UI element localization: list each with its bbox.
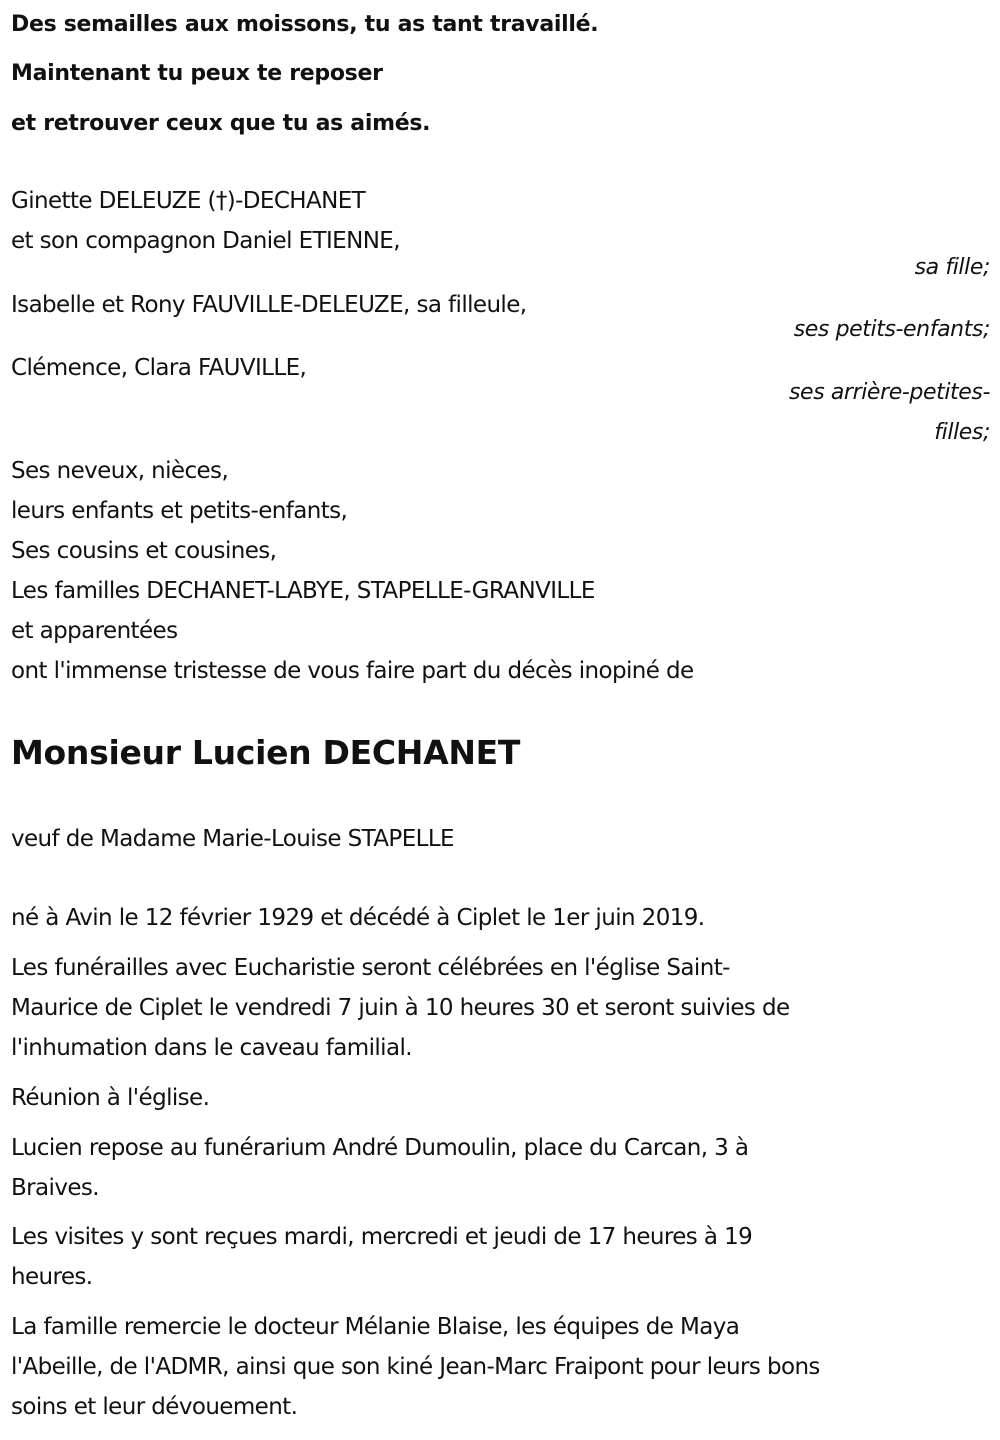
relation-daughter: sa fille; (914, 255, 990, 280)
thanks-line-2: l'Abeille, de l'ADMR, ainsi que son kiné Jean-Marc Fraipont pour leurs bons (11, 1354, 820, 1380)
rest-line-2: Braives. (11, 1175, 99, 1201)
thanks-line-3: soins et leur dévouement. (11, 1394, 298, 1420)
visits-line-2: heures. (11, 1264, 93, 1290)
relation-great-grandchildren-line-1: ses arrière-petites- (789, 380, 990, 405)
funeral-line-3: l'inhumation dans le caveau familial. (11, 1035, 412, 1061)
funeral-line-2: Maurice de Ciplet le vendredi 7 juin à 10 heures 30 et seront suivies de (11, 995, 790, 1021)
relatives-line-3: Ses cousins et cousines, (11, 538, 277, 564)
birth-death-line: né à Avin le 12 février 1929 et décédé à Ciplet le 1er juin 2019. (11, 905, 705, 931)
grandchildren-names: Isabelle et Rony FAUVILLE-DELEUZE, sa filleule, (11, 292, 527, 318)
poem-line-1: Des semailles aux moissons, tu as tant travaillé. (11, 12, 599, 37)
thanks-line-1: La famille remercie le docteur Mélanie Blaise, les équipes de Maya (11, 1314, 740, 1340)
relatives-line-2: leurs enfants et petits-enfants, (11, 498, 348, 524)
relation-grandchildren: ses petits-enfants; (793, 317, 990, 342)
meeting-line: Réunion à l'église. (11, 1085, 210, 1111)
funeral-line-1: Les funérailles avec Eucharistie seront célébrées en l'église Saint- (11, 955, 730, 981)
visits-line-1: Les visites y sont reçues mardi, mercredi et jeudi de 17 heures à 19 (11, 1224, 753, 1250)
rest-line-1: Lucien repose au funérarium André Dumoulin, place du Carcan, 3 à (11, 1135, 749, 1161)
poem-line-2: Maintenant tu peux te reposer (11, 61, 383, 86)
relation-great-grandchildren-line-2: filles; (934, 420, 990, 445)
relatives-line-5: et apparentées (11, 618, 178, 644)
relatives-line-1: Ses neveux, nièces, (11, 458, 229, 484)
deceased-name: Monsieur Lucien DECHANET (11, 733, 521, 772)
announcement-line: ont l'immense tristesse de vous faire part du décès inopiné de (11, 658, 694, 684)
relatives-line-4: Les familles DECHANET-LABYE, STAPELLE-GRANVILLE (11, 578, 595, 604)
spouse-line: veuf de Madame Marie-Louise STAPELLE (11, 826, 454, 852)
great-grandchildren-names: Clémence, Clara FAUVILLE, (11, 355, 307, 381)
daughter-companion: et son compagnon Daniel ETIENNE, (11, 228, 400, 254)
daughter-name: Ginette DELEUZE (†)-DECHANET (11, 188, 366, 214)
poem-line-3: et retrouver ceux que tu as aimés. (11, 111, 431, 136)
